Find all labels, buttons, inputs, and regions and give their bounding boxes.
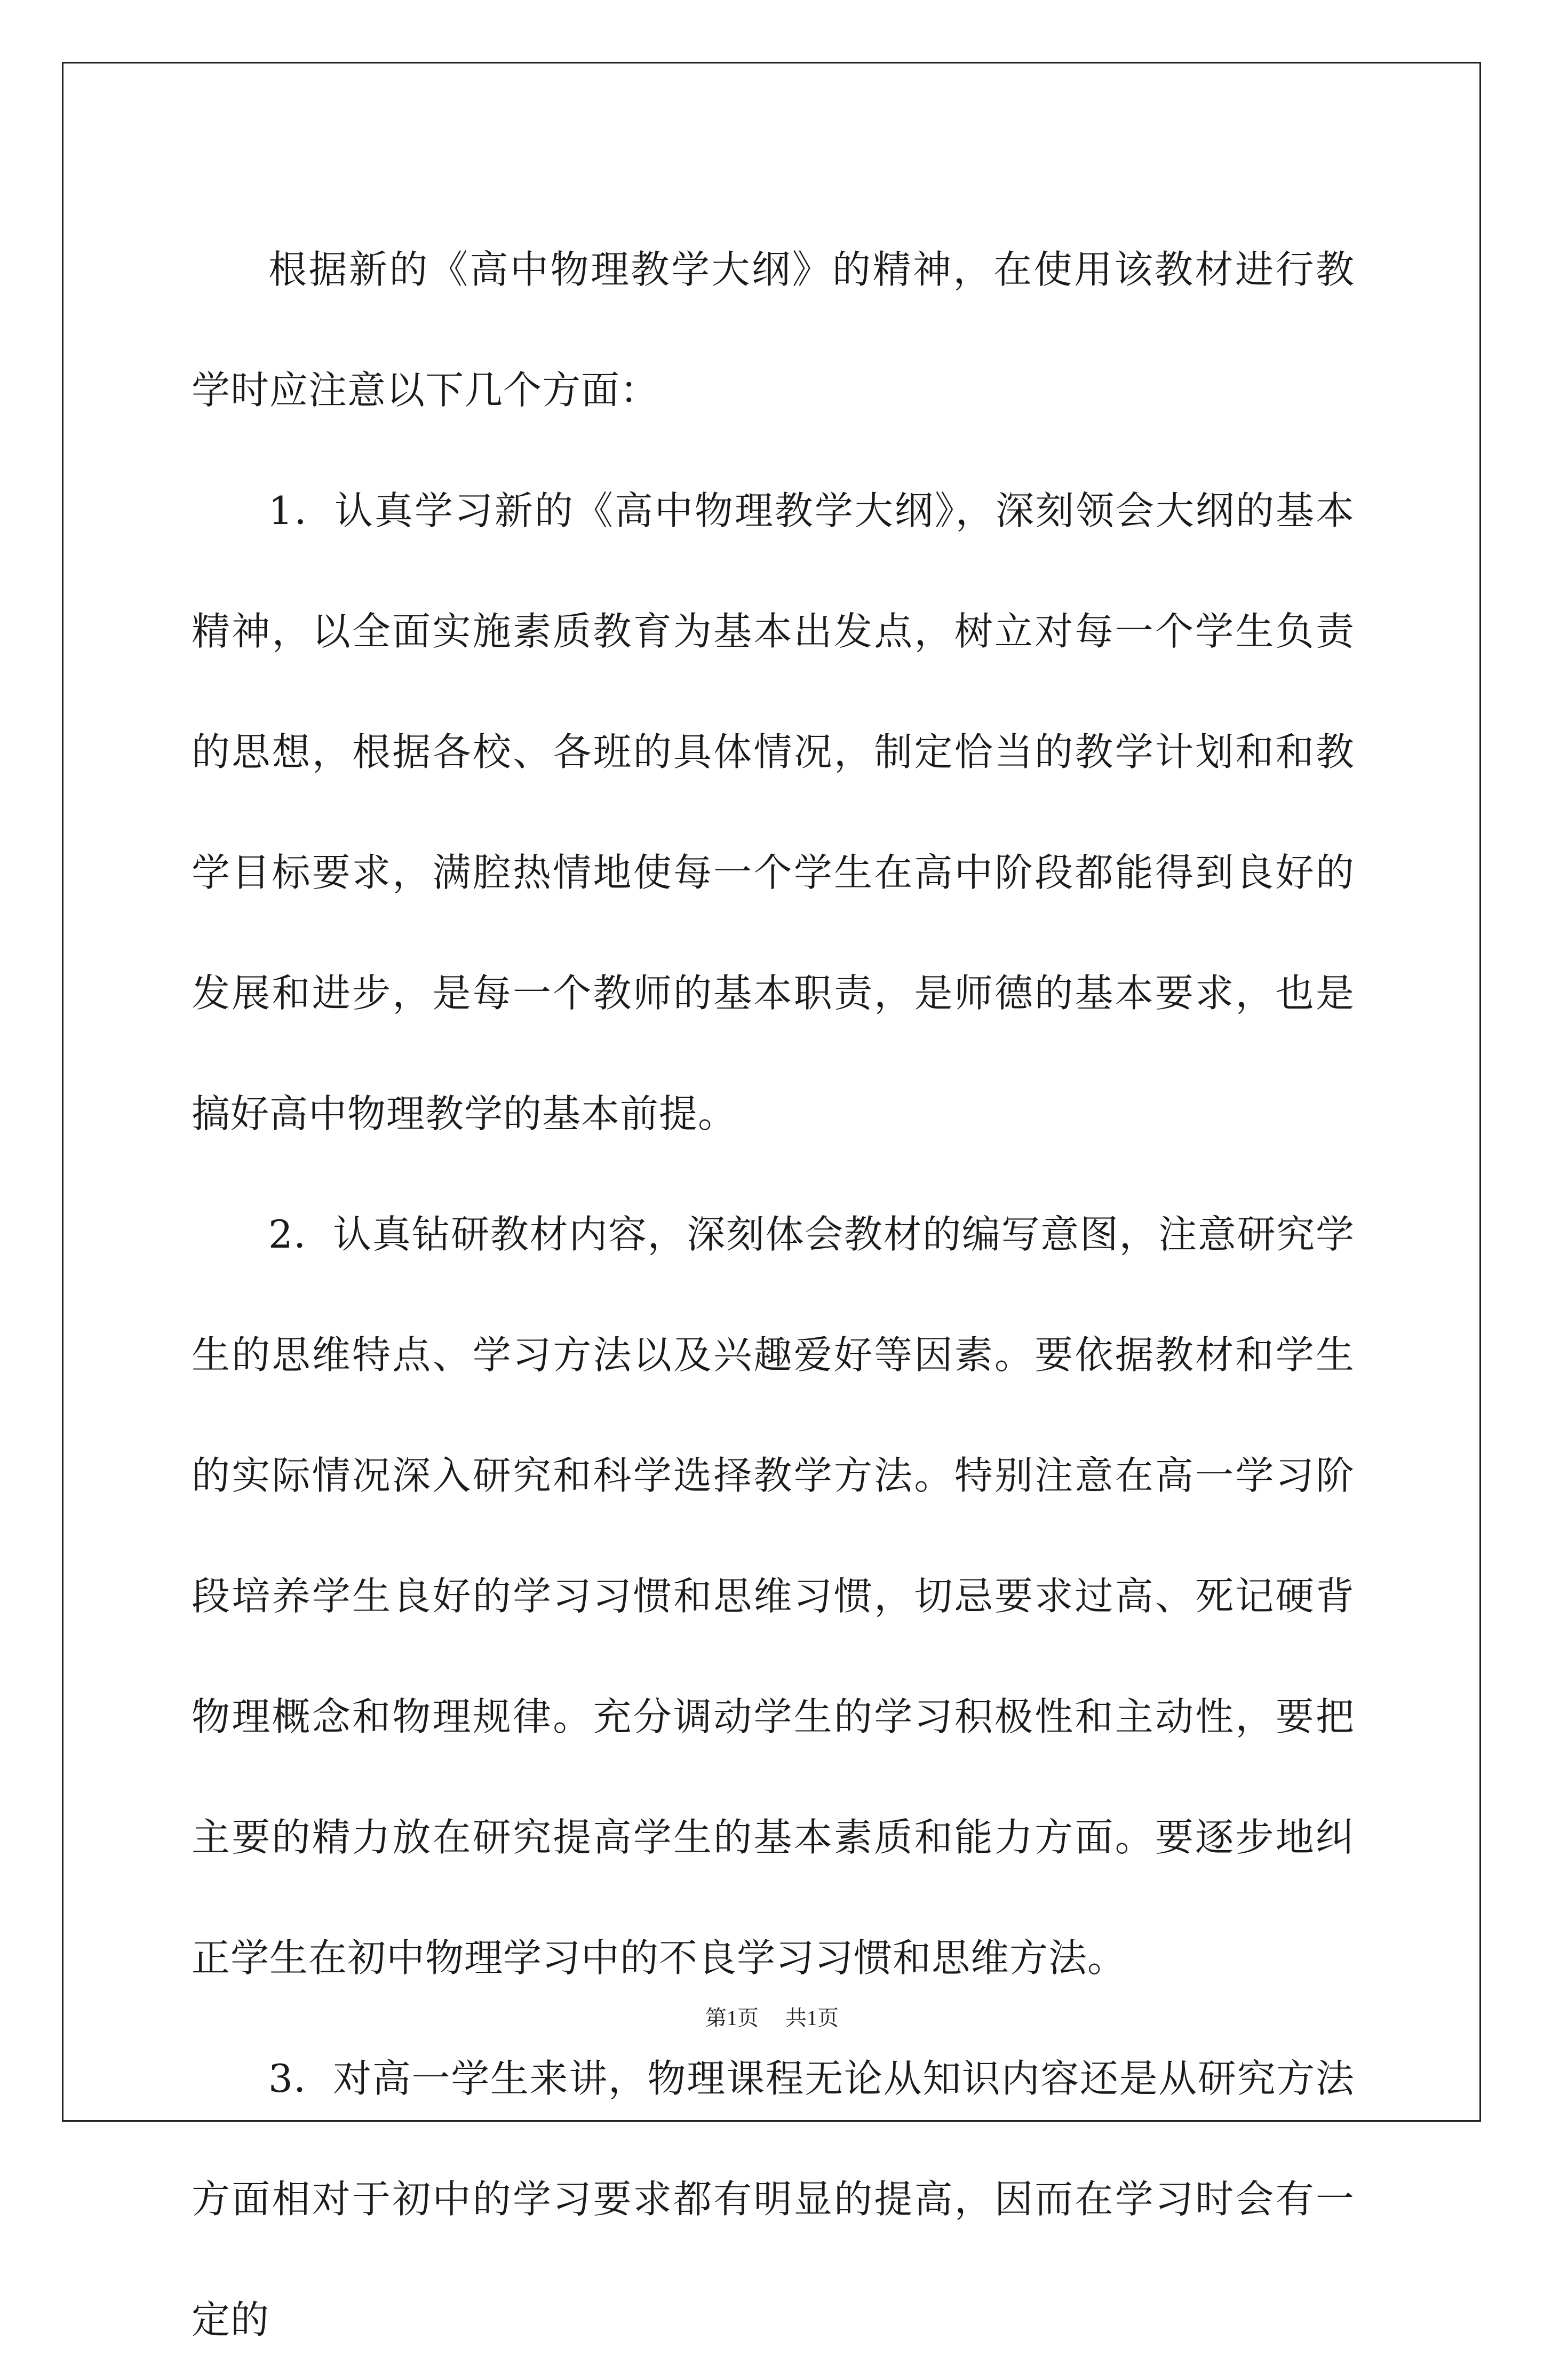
paragraph-item-1: 1．认真学习新的《高中物理教学大纲》，深刻领会大纲的基本精神，以全面实施素质教育为基本出发点，树立对每一个学生负责的思想，根据各校、各班的具体情况，制定恰当的教学计划和和教学目标要求，满腔热情地使每一个学生在高中阶段都能得到良好的发展和进步，是每一个教师的基本职责，是师德的基本要求，也是搞好高中物理教学的基本前提。 [192, 488, 1355, 1136]
paragraph-intro: 根据新的《高中物理教学大纲》的精神，在使用该教材进行教学时应注意以下几个方面： [192, 247, 1355, 412]
page-footer [0, 2001, 1544, 2032]
document-body [192, 209, 1355, 2380]
page-number: 第1页 [705, 2006, 759, 2030]
paragraph-item-3: 3．对高一学生来讲，物理课程无论从知识内容还是从研究方法方面相对于初中的学习要求都有明显的提高，因而在学习时会有一定的 [192, 2056, 1355, 2342]
page-total: 共1页 [785, 2006, 839, 2030]
paragraph-item-2: 2．认真钻研教材内容，深刻体会教材的编写意图，注意研究学生的思维特点、学习方法以及兴趣爱好等因素。要依据教材和学生的实际情况深入研究和科学选择教学方法。特别注意在高一学习阶段培养学生良好的学习习惯和思维习惯，切忌要求过高、死记硬背物理概念和物理规律。充分调动学生的学习积极性和主动性，要把主要的精力放在研究提高学生的基本素质和能力方面。要逐步地纠正学生在初中物理学习中的不良学习习惯和思维方法。 [192, 1212, 1355, 1980]
